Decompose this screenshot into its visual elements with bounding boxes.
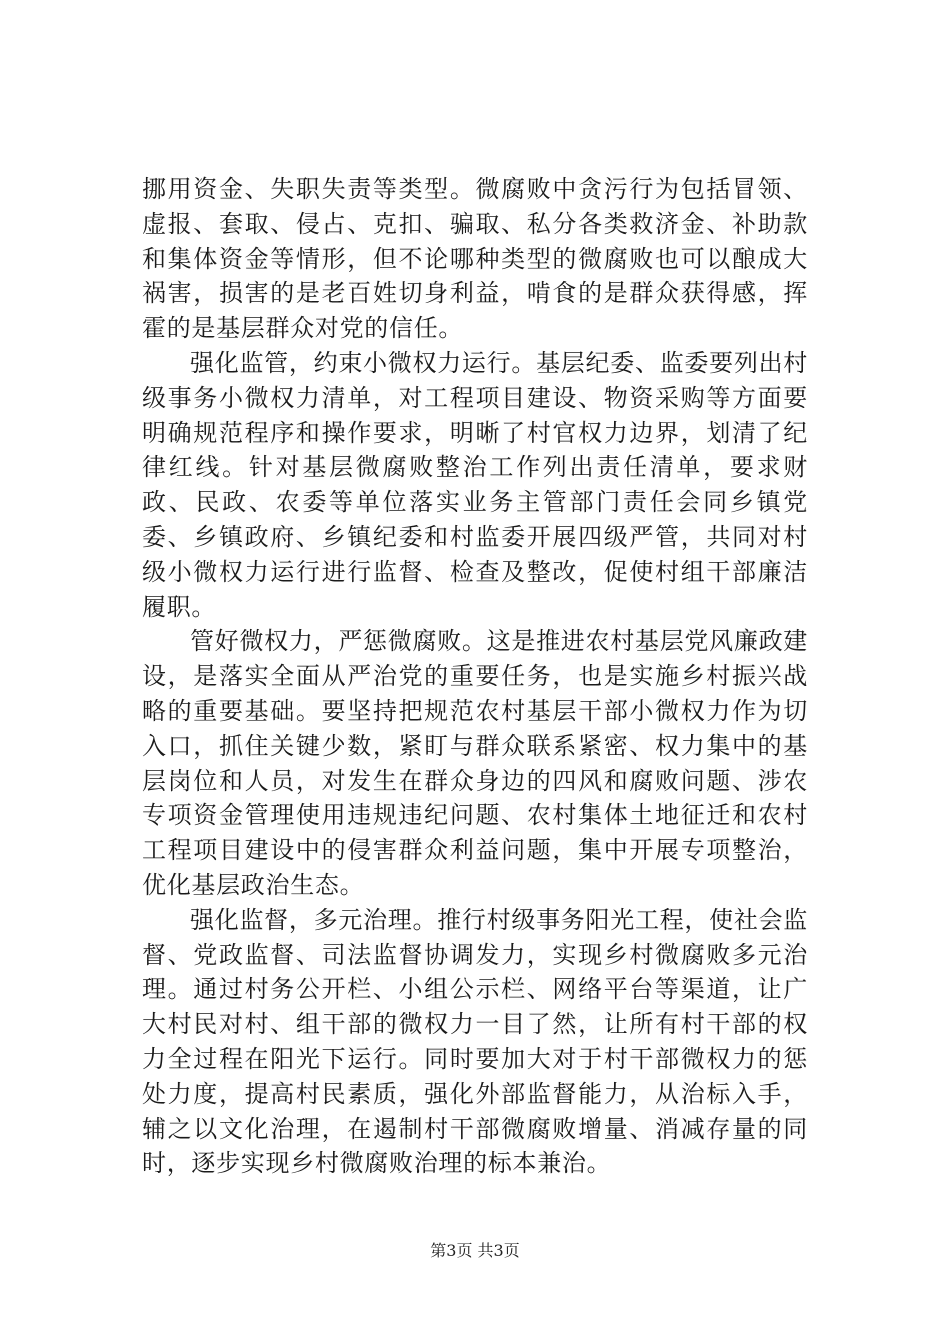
paragraph-3: 管好微权力，严惩微腐败。这是推进农村基层党风廉政建设，是落实全面从严治党的重要任务，也是实施乡村振兴战略的重要基础。要坚持把规范农村基层干部小微权力作为切入口，抓住关键少数，紧盯与群众联系紧密、权力集中的基层岗位和人员，对发生在群众身边的四风和腐败问题、涉农专项资金管理使用违规违纪问题、农村集体土地征迁和农村工程项目建设中的侵害群众利益问题，集中开展专项整治，优化基层政治生态。: [142, 627, 808, 899]
page-footer: 第3页 共3页: [430, 1241, 520, 1260]
paragraph-2: 强化监管，约束小微权力运行。基层纪委、监委要列出村级事务小微权力清单，对工程项目建设、物资采购等方面要明确规范程序和操作要求，明晰了村官权力边界，划清了纪律红线。针对基层微腐败整治工作列出责任清单，要求财政、民政、农委等单位落实业务主管部门责任会同乡镇党委、乡镇政府、乡镇纪委和村监委开展四级严管，共同对村级小微权力运行进行监督、检查及整改，促使村组干部廉洁履职。: [142, 348, 808, 621]
document-body: [142, 172, 808, 1181]
paragraph-1: 挪用资金、失职失责等类型。微腐败中贪污行为包括冒领、虚报、套取、侵占、克扣、骗取、私分各类救济金、补助款和集体资金等情形，但不论哪种类型的微腐败也可以酿成大祸害，损害的是老百姓切身利益，啃食的是群众获得感，挥霍的是基层群众对党的信任。: [142, 175, 808, 343]
paragraph-4: 强化监督，多元治理。推行村级事务阳光工程，使社会监督、党政监督、司法监督协调发力，实现乡村微腐败多元治理。通过村务公开栏、小组公示栏、网络平台等渠道，让广大村民对村、组干部的微权力一目了然，让所有村干部的权力全过程在阳光下运行。同时要加大对于村干部微权力的惩处力度，提高村民素质，强化外部监督能力，从治标入手，辅之以文化治理，在遏制村干部微腐败增量、消减存量的同时，逐步实现乡村微腐败治理的标本兼治。: [142, 905, 808, 1178]
